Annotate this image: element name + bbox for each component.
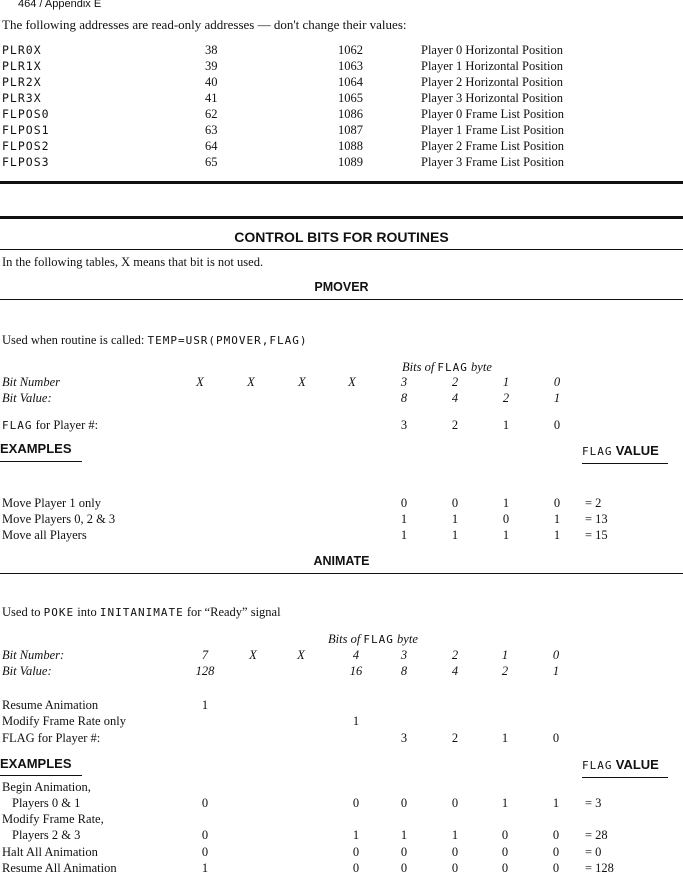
pmover-bit-value: 2 xyxy=(502,391,510,405)
animate-usage xyxy=(2,605,281,620)
animate-title-rule xyxy=(0,573,683,574)
animate-bit-number-label: Bit Number: xyxy=(2,648,65,662)
animate-modify-value: 1 xyxy=(352,714,360,728)
readonly-address: 1087 xyxy=(338,123,363,137)
pmover-usage-prefix: Used when routine is called: xyxy=(2,333,148,347)
animate-example-bit: 0 xyxy=(552,828,560,842)
pmover-example-bit: 1 xyxy=(502,528,510,542)
readonly-description: Player 1 Frame List Position xyxy=(421,123,565,137)
animate-bit-value: 128 xyxy=(195,664,215,678)
pmover-bit-number: X xyxy=(247,375,255,389)
animate-example-bit: 0 xyxy=(451,796,459,810)
animate-example-bit: 1 xyxy=(201,861,209,875)
readonly-name: PLR0X xyxy=(2,43,42,57)
pmover-bit-number: 2 xyxy=(451,375,459,389)
pmover-flag-player: 2 xyxy=(451,418,459,432)
animate-example-value: = 128 xyxy=(585,861,614,875)
animate-example-bit: 1 xyxy=(352,828,360,842)
animate-bit-value: 2 xyxy=(501,664,509,678)
readonly-address: 1062 xyxy=(338,43,363,57)
animate-bit-value-label: Bit Value: xyxy=(2,664,52,678)
pmover-example-value: = 13 xyxy=(585,512,608,526)
animate-example-bit: 0 xyxy=(552,861,560,875)
animate-usage-mid: into xyxy=(74,605,100,619)
readonly-decimal: 65 xyxy=(205,155,218,169)
readonly-decimal: 38 xyxy=(205,43,218,57)
animate-example-sublabel: Players 2 & 3 xyxy=(12,828,81,842)
table-bottom-rule xyxy=(0,181,683,184)
pmover-example-bit: 0 xyxy=(451,496,459,510)
pmover-example-bit: 0 xyxy=(400,496,408,510)
pmover-usage xyxy=(2,333,308,348)
animate-example-bit: 0 xyxy=(352,796,360,810)
animate-usage-code1: POKE xyxy=(43,606,75,619)
readonly-description: Player 3 Horizontal Position xyxy=(421,91,563,105)
section-top-rule xyxy=(0,216,683,219)
pmover-title-rule xyxy=(0,299,683,300)
pmover-example-value: = 15 xyxy=(585,528,608,542)
animate-bits-caption-pre: Bits of xyxy=(328,632,364,646)
animate-flag-player: 0 xyxy=(552,731,560,745)
pmover-example-bit: 1 xyxy=(553,528,561,542)
readonly-description: Player 1 Horizontal Position xyxy=(421,59,563,73)
animate-resume-label: Resume Animation xyxy=(2,698,99,712)
pmover-bit-number: 1 xyxy=(502,375,510,389)
pmover-bits-caption-pre: Bits of xyxy=(402,360,438,374)
animate-bit-value: 8 xyxy=(400,664,408,678)
pmover-bit-value: 4 xyxy=(451,391,459,405)
pmover-bits-caption xyxy=(402,360,492,375)
animate-example-label: Begin Animation, xyxy=(2,780,91,794)
animate-example-bit: 0 xyxy=(352,861,360,875)
animate-flag-player: 1 xyxy=(501,731,509,745)
pmover-bit-number: 0 xyxy=(553,375,561,389)
readonly-address: 1089 xyxy=(338,155,363,169)
animate-usage-prefix: Used to xyxy=(2,605,44,619)
animate-examples-label: EXAMPLES xyxy=(0,756,72,771)
pmover-flag-player: 0 xyxy=(553,418,561,432)
pmover-flag-label-code: FLAG xyxy=(2,419,33,432)
animate-example-bit: 0 xyxy=(501,861,509,875)
animate-flag-value-header xyxy=(582,757,659,773)
animate-example-label: Modify Frame Rate, xyxy=(2,812,104,826)
pmover-example-bit: 0 xyxy=(553,496,561,510)
animate-bit-number: 0 xyxy=(552,648,560,662)
animate-example-bit: 1 xyxy=(451,828,459,842)
pmover-flag-value-code: FLAG xyxy=(582,445,613,458)
pmover-flag-value-word: VALUE xyxy=(615,443,659,458)
readonly-name: PLR3X xyxy=(2,91,42,105)
pmover-example-bit: 1 xyxy=(400,512,408,526)
pmover-title: PMOVER xyxy=(314,280,369,294)
animate-title: ANIMATE xyxy=(313,554,370,568)
pmover-example-bit: 0 xyxy=(502,512,510,526)
animate-bit-number: 1 xyxy=(501,648,509,662)
animate-resume-value: 1 xyxy=(201,698,209,712)
animate-example-bit: 0 xyxy=(201,828,209,842)
readonly-decimal: 64 xyxy=(205,139,218,153)
animate-example-bit: 1 xyxy=(501,796,509,810)
pmover-usage-code: TEMP=USR(PMOVER,FLAG) xyxy=(147,334,308,347)
pmover-bits-caption-code: FLAG xyxy=(437,361,468,374)
pmover-bit-number: 3 xyxy=(400,375,408,389)
animate-bit-number: X xyxy=(249,648,257,662)
animate-bits-caption-post: byte xyxy=(393,632,418,646)
pmover-example-value: = 2 xyxy=(585,496,602,510)
readonly-address: 1088 xyxy=(338,139,363,153)
pmover-example-bit: 1 xyxy=(502,496,510,510)
pmover-bit-value-label: Bit Value: xyxy=(2,391,52,405)
animate-example-bit: 0 xyxy=(552,845,560,859)
readonly-decimal: 63 xyxy=(205,123,218,137)
animate-example-sublabel: Players 0 & 1 xyxy=(12,796,81,810)
pmover-bit-number: X xyxy=(348,375,356,389)
readonly-decimal: 40 xyxy=(205,75,218,89)
animate-usage-suffix: for “Ready” signal xyxy=(183,605,281,619)
animate-example-value: = 0 xyxy=(585,845,602,859)
animate-example-bit: 0 xyxy=(400,861,408,875)
animate-example-bit: 0 xyxy=(451,861,459,875)
pmover-flag-player: 3 xyxy=(400,418,408,432)
pmover-example-bit: 1 xyxy=(400,528,408,542)
readonly-name: FLPOS2 xyxy=(2,139,50,153)
pmover-bit-number-label: Bit Number xyxy=(2,375,60,389)
section-title-rule xyxy=(0,249,683,250)
pmover-example-bit: 1 xyxy=(451,528,459,542)
animate-bit-value: 1 xyxy=(552,664,560,678)
pmover-examples-label: EXAMPLES xyxy=(0,441,72,456)
readonly-decimal: 62 xyxy=(205,107,218,121)
animate-bit-value: 4 xyxy=(451,664,459,678)
pmover-examples-rule xyxy=(0,461,82,462)
pmover-bit-value: 1 xyxy=(553,391,561,405)
animate-flag-value-rule xyxy=(582,777,668,778)
animate-example-bit: 0 xyxy=(501,828,509,842)
pmover-example-label: Move all Players xyxy=(2,528,87,542)
animate-modify-label: Modify Frame Rate only xyxy=(2,714,126,728)
readonly-name: FLPOS0 xyxy=(2,107,50,121)
animate-example-value: = 3 xyxy=(585,796,602,810)
readonly-description: Player 2 Horizontal Position xyxy=(421,75,563,89)
animate-example-bit: 0 xyxy=(352,845,360,859)
pmover-example-bit: 1 xyxy=(451,512,459,526)
animate-example-label: Halt All Animation xyxy=(2,845,98,859)
animate-flag-player: 3 xyxy=(400,731,408,745)
readonly-description: Player 3 Frame List Position xyxy=(421,155,565,169)
pmover-flag-label xyxy=(2,418,98,433)
animate-bit-number: 7 xyxy=(201,648,209,662)
pmover-bit-value: 8 xyxy=(400,391,408,405)
animate-example-value: = 28 xyxy=(585,828,608,842)
animate-example-bit: 0 xyxy=(201,796,209,810)
readonly-name: FLPOS1 xyxy=(2,123,50,137)
section-note: In the following tables, X means that bit is not used. xyxy=(2,255,264,269)
page-header: 464 / Appendix E xyxy=(18,0,102,10)
animate-example-bit: 1 xyxy=(552,796,560,810)
animate-flag-player: 2 xyxy=(451,731,459,745)
animate-examples-rule xyxy=(0,775,82,776)
pmover-example-bit: 1 xyxy=(553,512,561,526)
section-title: CONTROL BITS FOR ROUTINES xyxy=(234,229,449,245)
animate-bits-caption-code: FLAG xyxy=(363,633,394,646)
animate-usage-code2: INITANIMATE xyxy=(99,606,184,619)
animate-example-bit: 0 xyxy=(201,845,209,859)
readonly-name: PLR1X xyxy=(2,59,42,73)
pmover-bit-number: X xyxy=(196,375,204,389)
readonly-name: PLR2X xyxy=(2,75,42,89)
animate-example-bit: 0 xyxy=(501,845,509,859)
animate-bit-number: 3 xyxy=(400,648,408,662)
pmover-flag-player: 1 xyxy=(502,418,510,432)
pmover-flag-value-rule xyxy=(582,463,668,464)
readonly-address: 1064 xyxy=(338,75,363,89)
animate-flag-label: FLAG for Player #: xyxy=(2,731,101,745)
animate-bit-number: 4 xyxy=(352,648,360,662)
animate-bits-caption xyxy=(328,632,418,647)
animate-example-bit: 0 xyxy=(400,845,408,859)
animate-example-bit: 1 xyxy=(400,828,408,842)
pmover-example-label: Move Players 0, 2 & 3 xyxy=(2,512,116,526)
readonly-decimal: 39 xyxy=(205,59,218,73)
pmover-flag-value-header xyxy=(582,443,659,459)
animate-bit-number: X xyxy=(297,648,305,662)
animate-bit-number: 2 xyxy=(451,648,459,662)
animate-example-bit: 0 xyxy=(400,796,408,810)
readonly-description: Player 0 Horizontal Position xyxy=(421,43,563,57)
readonly-address: 1063 xyxy=(338,59,363,73)
intro-text: The following addresses are read-only addresses — don't change their values: xyxy=(2,17,407,32)
readonly-description: Player 2 Frame List Position xyxy=(421,139,565,153)
pmover-example-label: Move Player 1 only xyxy=(2,496,101,510)
readonly-decimal: 41 xyxy=(205,91,218,105)
animate-example-label: Resume All Animation xyxy=(2,861,117,875)
readonly-address: 1065 xyxy=(338,91,363,105)
readonly-name: FLPOS3 xyxy=(2,155,50,169)
pmover-bits-caption-post: byte xyxy=(467,360,492,374)
animate-bit-value: 16 xyxy=(349,664,363,678)
readonly-address: 1086 xyxy=(338,107,363,121)
pmover-flag-label-text: for Player #: xyxy=(32,418,99,432)
animate-flag-value-word: VALUE xyxy=(615,757,659,772)
animate-example-bit: 0 xyxy=(451,845,459,859)
animate-flag-value-code: FLAG xyxy=(582,759,613,772)
readonly-description: Player 0 Frame List Position xyxy=(421,107,565,121)
pmover-bit-number: X xyxy=(298,375,306,389)
